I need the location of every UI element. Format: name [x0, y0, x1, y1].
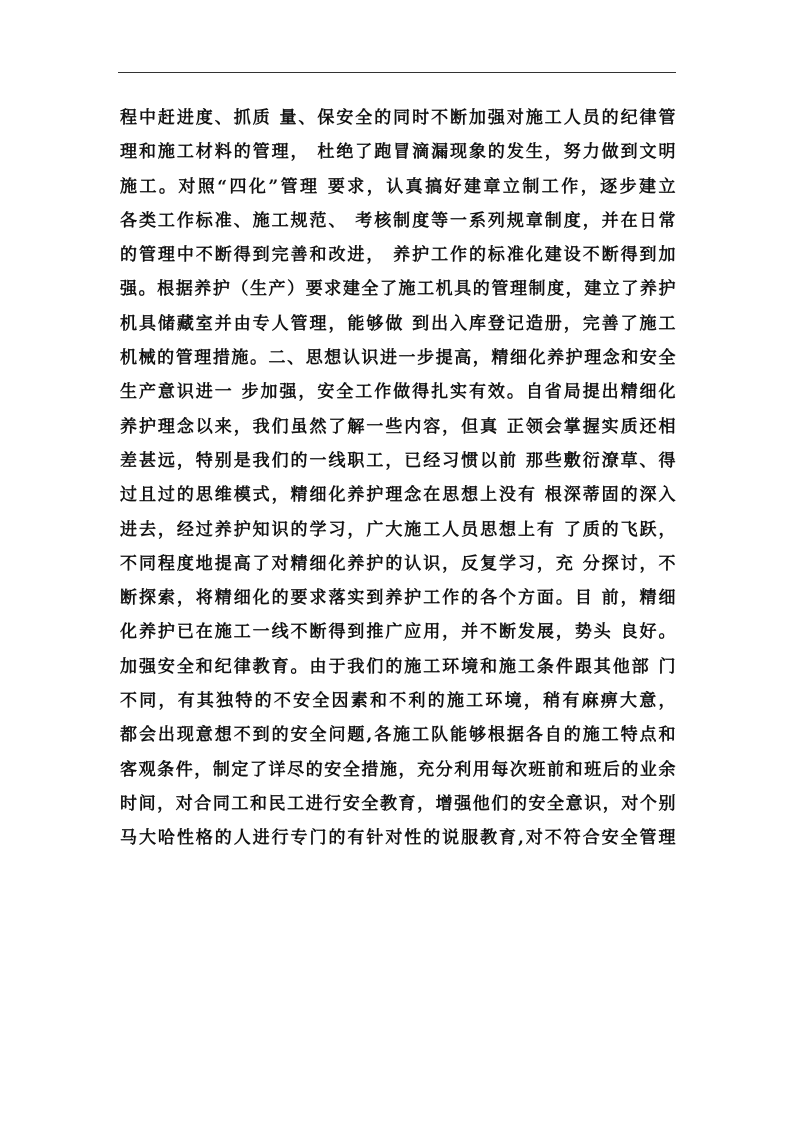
text-line: 机具储藏室并由专人管理，能够做 到出入库登记造册，完善了施工 — [120, 313, 676, 334]
text-line: 马大哈性格的人进行专门的有针对性的说服教育,对不符合安全管理 — [120, 828, 676, 849]
text-line: 不同程度地提高了对精细化养护的认识，反复学习，充 分探讨，不 — [120, 553, 676, 574]
text-line: 机械的管理措施。二、思想认识进一步提高，精细化养护理念和安全 — [120, 348, 676, 369]
text-line: 差甚远，特别是我们的一线职工，已经习惯以前 那些敷衍潦草、得 — [120, 450, 676, 471]
text-line: 的管理中不断得到完善和改进， 养护工作的标准化建设不断得到加 — [120, 245, 676, 266]
text-line: 客观条件，制定了详尽的安全措施，充分利用每次班前和班后的业余 — [120, 759, 676, 780]
text-line: 都会出现意想不到的安全问题,各施工队能够根据各自的施工特点和 — [120, 725, 676, 746]
text-line: 各类工作标准、施工规范、 考核制度等一系列规章制度，并在日常 — [120, 210, 676, 231]
text-line: 断探索，将精细化的要求落实到养护工作的各个方面。目 前，精细 — [120, 588, 676, 609]
text-line: 施工。对照“四化”管理 要求，认真搞好建章立制工作，逐步建立 — [120, 176, 676, 197]
text-line: 进去，经过养护知识的学习，广大施工人员思想上有 了质的飞跃， — [120, 519, 676, 540]
text-line: 程中赶进度、抓质 量、保安全的同时不断加强对施工人员的纪律管 — [120, 108, 676, 128]
text-line: 过且过的思维模式，精细化养护理念在思想上没有 根深蒂固的深入 — [120, 485, 676, 506]
text-line: 时间，对合同工和民工进行安全教育，增强他们的安全意识，对个别 — [120, 793, 676, 814]
text-line: 生产意识进一 步加强，安全工作做得扎实有效。自省局提出精细化 — [120, 382, 676, 403]
text-line: 化养护已在施工一线不断得到推广应用，并不断发展，势头 良好。 — [120, 622, 676, 643]
text-line: 养护理念以来，我们虽然了解一些内容，但真 正领会掌握实质还相 — [120, 416, 676, 437]
text-line: 理和施工材料的管理， 杜绝了跑冒滴漏现象的发生，努力做到文明 — [120, 142, 676, 163]
body-text — [120, 101, 676, 856]
text-line: 强。根据养护（生产）要求建全了施工机具的管理制度，建立了养护 — [120, 279, 676, 300]
header-rule — [118, 72, 676, 73]
text-line: 不同，有其独特的不安全因素和不利的施工环境，稍有麻痹大意， — [120, 691, 676, 712]
text-line: 加强安全和纪律教育。由于我们的施工环境和施工条件跟其他部 门 — [120, 656, 676, 677]
